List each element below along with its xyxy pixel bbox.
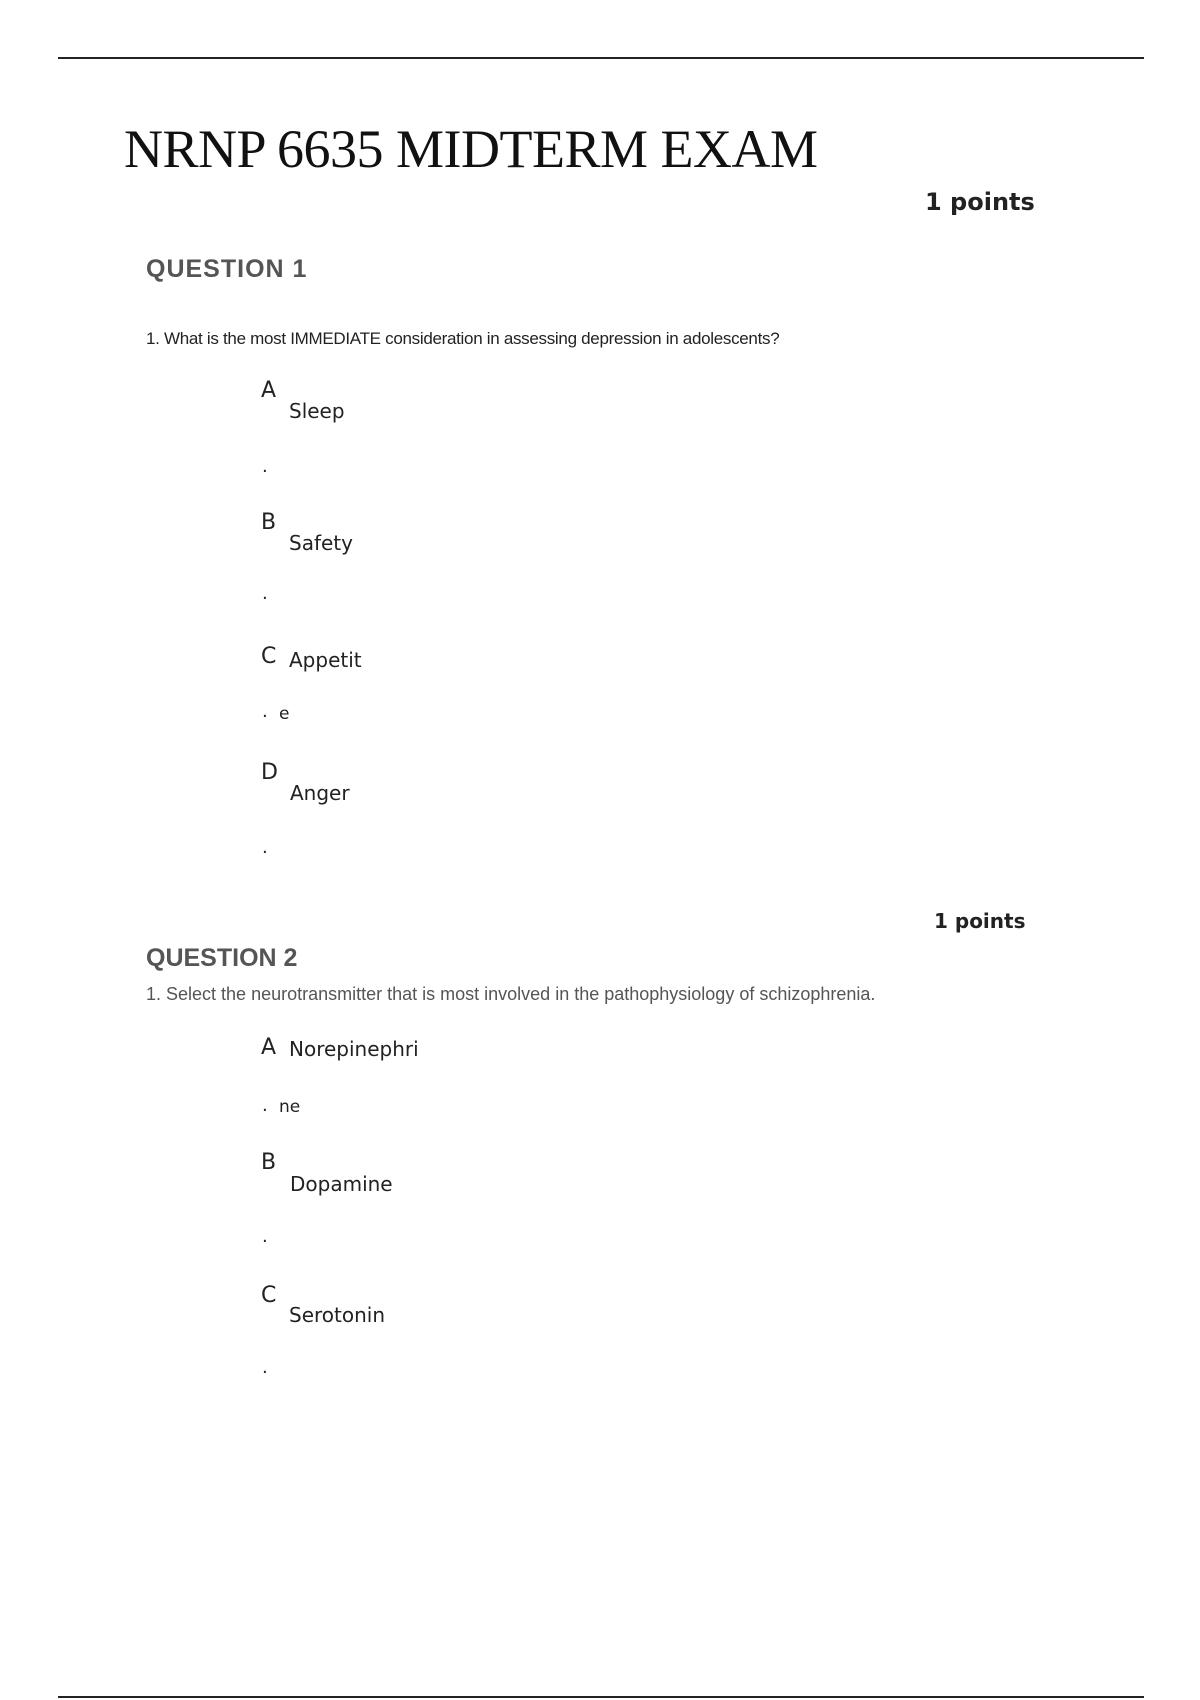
option-text[interactable]: Appetit — [289, 648, 362, 672]
option-text-continuation: ne — [279, 1097, 301, 1117]
question-1-points: 1 points — [925, 188, 1035, 216]
option-text[interactable]: Serotonin — [289, 1303, 386, 1327]
option-dot: . — [262, 701, 268, 722]
option-text[interactable]: Anger — [290, 781, 350, 805]
bottom-rule — [58, 1696, 1144, 1698]
question-1-text: 1. What is the most IMMEDIATE consideration in assessing depression in adolescents? — [146, 329, 780, 348]
option-letter: C — [261, 1283, 277, 1308]
top-rule — [58, 57, 1144, 59]
question-2-points: 1 points — [934, 909, 1026, 933]
option-text[interactable]: Norepinephri — [289, 1037, 419, 1061]
question-2-text: 1. Select the neurotransmitter that is most involved in the pathophysiology of schizophrenia. — [146, 984, 876, 1004]
option-dot: . — [262, 1357, 268, 1378]
option-dot: . — [262, 456, 268, 477]
option-text-continuation: e — [279, 704, 290, 724]
question-1-heading: QUESTION 1 — [146, 255, 308, 283]
option-letter: A — [261, 1035, 277, 1060]
option-text[interactable]: Safety — [289, 531, 353, 555]
option-letter: C — [261, 644, 277, 669]
option-dot: . — [262, 1095, 268, 1116]
option-letter: B — [261, 510, 277, 535]
option-dot: . — [262, 837, 268, 858]
option-dot: . — [262, 1226, 268, 1247]
option-text[interactable]: Dopamine — [290, 1172, 393, 1196]
option-dot: . — [262, 583, 268, 604]
exam-title: NRNP 6635 MIDTERM EXAM — [124, 119, 818, 179]
question-2-heading: QUESTION 2 — [146, 944, 298, 972]
option-letter: A — [261, 378, 277, 403]
option-letter: D — [261, 760, 278, 785]
option-text[interactable]: Sleep — [289, 399, 345, 423]
option-letter: B — [261, 1150, 277, 1175]
